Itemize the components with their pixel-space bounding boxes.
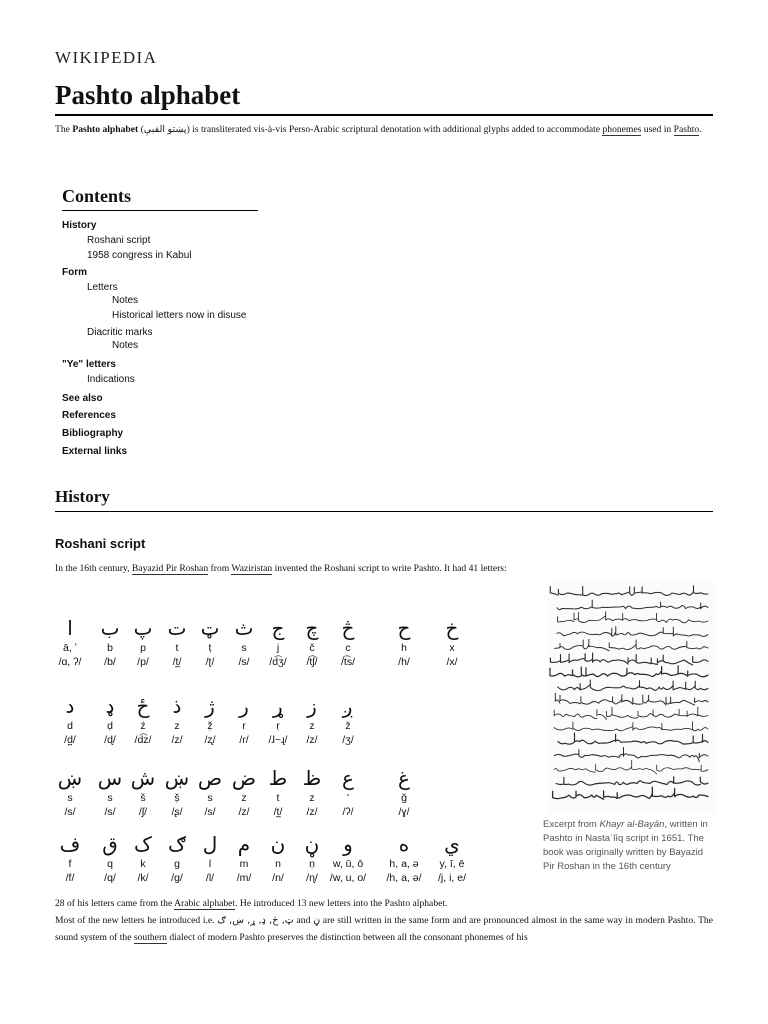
letter-transliteration: p bbox=[140, 642, 146, 654]
letter-glyph: ژ bbox=[205, 694, 215, 718]
letter-transliteration: m bbox=[239, 858, 249, 870]
toc-item[interactable]: 1958 congress in Kabul bbox=[87, 250, 192, 261]
letter-glyph: م bbox=[237, 832, 251, 856]
page-title: Pashto alphabet bbox=[55, 80, 241, 110]
letter-ipa: /t͡ʃ/ bbox=[306, 656, 318, 668]
new-letters-paragraph: Most of the new letters he introduced i.e. ټ, څ, ډ, ړ, ښ, ګ and ڼ are still written in the same form and are pronounced almost in the same way in modern Pashto. The sound system of the southern dialect of modern Pashto preserves the distinction between all the consonant phonemes of his bbox=[55, 915, 713, 943]
letter-glyph: ب bbox=[100, 616, 120, 640]
letter-glyph: ښ bbox=[57, 766, 83, 790]
letter-ipa: /l/ bbox=[205, 872, 215, 884]
toc-item[interactable]: Roshani script bbox=[87, 235, 151, 246]
letter-ipa: /k/ bbox=[137, 872, 149, 884]
toc-item[interactable]: Letters bbox=[87, 282, 118, 293]
letter-glyph: ه bbox=[398, 832, 410, 856]
letter-cell bbox=[50, 833, 90, 885]
letter-glyph: چ bbox=[305, 616, 319, 640]
letter-transliteration: t bbox=[276, 792, 280, 804]
letter-ipa: /ɺ~ɻ/ bbox=[268, 734, 288, 746]
letter-ipa: /z/ bbox=[238, 806, 250, 818]
letter-ipa: /p/ bbox=[137, 656, 149, 668]
link-pashto[interactable]: Pashto bbox=[673, 124, 700, 135]
toc-item[interactable]: Historical letters now in disuse bbox=[112, 310, 247, 321]
toc-item[interactable]: External links bbox=[62, 446, 128, 457]
letter-transliteration: z bbox=[309, 720, 315, 732]
letter-ipa: /ʈ/ bbox=[205, 656, 215, 668]
letter-cell bbox=[384, 617, 424, 669]
link-phonemes[interactable]: phonemes bbox=[602, 124, 642, 135]
letter-cell bbox=[292, 617, 332, 669]
letter-ipa: /n/ bbox=[272, 872, 284, 884]
letter-glyph: ظ bbox=[302, 766, 322, 790]
letter-glyph: ګ bbox=[168, 832, 186, 856]
letter-ipa: /s/ bbox=[238, 656, 250, 668]
letter-ipa: /f/ bbox=[65, 872, 75, 884]
letter-cell bbox=[328, 767, 368, 819]
link-bayazid-pir-roshan[interactable]: Bayazid Pir Roshan bbox=[131, 563, 209, 574]
table-of-contents bbox=[62, 186, 282, 457]
letter-transliteration: x bbox=[449, 642, 455, 654]
letter-transliteration: s bbox=[107, 792, 113, 804]
letter-ipa: /d̪/ bbox=[64, 734, 76, 746]
letter-cell bbox=[432, 617, 472, 669]
letter-transliteration: h, a, ə bbox=[389, 858, 419, 870]
roshani-paragraph: In the 16th century, Bayazid Pir Roshan from Waziristan invented the Roshani script to write Pashto. It had 41 letters: bbox=[55, 563, 507, 574]
letter-glyph: ڼ bbox=[304, 832, 320, 856]
letter-transliteration: s bbox=[207, 792, 213, 804]
letter-ipa: /ɣ/ bbox=[398, 806, 410, 818]
letter-glyph: ړ bbox=[273, 694, 283, 718]
toc-item[interactable]: Diacritic marks bbox=[87, 327, 153, 338]
letter-ipa: /ʒ/ bbox=[342, 734, 354, 746]
letter-glyph: ا bbox=[67, 616, 73, 640]
letter-glyph: ص bbox=[197, 766, 223, 790]
letter-glyph: خ bbox=[445, 616, 459, 640]
letter-glyph: ق bbox=[102, 832, 118, 856]
letter-glyph: ل bbox=[202, 832, 218, 856]
toc-item[interactable]: Bibliography bbox=[62, 428, 124, 439]
letter-transliteration: d bbox=[67, 720, 73, 732]
toc-item[interactable]: History bbox=[62, 220, 97, 231]
letter-glyph: س bbox=[97, 766, 123, 790]
letter-transliteration: š bbox=[140, 792, 146, 804]
section-heading-history: History bbox=[55, 487, 110, 506]
letter-glyph: ښ bbox=[164, 766, 190, 790]
letter-ipa: /ʐ/ bbox=[204, 734, 216, 746]
toc-item[interactable]: Notes bbox=[112, 295, 139, 306]
letter-glyph: ع bbox=[342, 766, 354, 790]
letter-ipa: /ɳ/ bbox=[306, 872, 318, 884]
letter-transliteration: ṛ bbox=[276, 720, 280, 732]
letter-transliteration: y, ī, ē bbox=[439, 858, 465, 870]
letter-glyph: ک bbox=[134, 832, 152, 856]
letter-ipa: /j, i, e/ bbox=[437, 872, 466, 884]
letter-transliteration: ž bbox=[345, 720, 351, 732]
letter-ipa: /w, u, o/ bbox=[329, 872, 367, 884]
section-divider bbox=[55, 511, 713, 512]
letter-ipa: /q/ bbox=[104, 872, 116, 884]
letter-transliteration: s bbox=[67, 792, 73, 804]
letter-glyph: ش bbox=[130, 766, 156, 790]
letter-ipa: /s/ bbox=[104, 806, 116, 818]
intro-bold-term: Pashto alphabet bbox=[72, 124, 139, 135]
letter-glyph: ت bbox=[167, 616, 187, 640]
letter-glyph: پ bbox=[133, 616, 153, 640]
letter-ipa: /m/ bbox=[236, 872, 252, 884]
toc-item[interactable]: Indications bbox=[87, 374, 135, 385]
letter-transliteration: b bbox=[107, 642, 113, 654]
letter-ipa: /b/ bbox=[104, 656, 116, 668]
intro-paragraph: The Pashto alphabet (پښتو الفبې) is transliterated vis-à-vis Perso-Arabic scriptural denotation with additional glyphs added to accommodate phonemes used in Pashto. bbox=[55, 124, 702, 135]
letter-glyph: ي bbox=[444, 832, 460, 856]
letter-ipa: /z/ bbox=[306, 734, 318, 746]
letter-cell bbox=[328, 617, 368, 669]
letter-cell bbox=[292, 833, 332, 885]
letter-transliteration: ẓ̌ bbox=[207, 720, 213, 732]
letter-transliteration: ź bbox=[140, 720, 146, 732]
new-letters-list: ټ, څ, ډ, ړ, ښ, ګ bbox=[217, 915, 294, 926]
letter-transliteration: l bbox=[208, 858, 212, 870]
letter-ipa: /s/ bbox=[64, 806, 76, 818]
wikipedia-wordmark[interactable]: WIKIPEDIA bbox=[55, 48, 158, 67]
letter-transliteration: q bbox=[107, 858, 113, 870]
letter-transliteration: z bbox=[309, 792, 315, 804]
letter-glyph: ط bbox=[268, 766, 288, 790]
letter-ipa: /s/ bbox=[204, 806, 216, 818]
letter-cell bbox=[328, 695, 368, 747]
letter-transliteration: ṭ bbox=[208, 642, 212, 654]
letter-glyph: ځ bbox=[136, 694, 150, 718]
letter-cell bbox=[432, 833, 472, 885]
letter-glyph: ج bbox=[271, 616, 285, 640]
letter-glyph: و bbox=[343, 832, 353, 856]
letter-ipa: /ɾ/ bbox=[239, 734, 249, 746]
letter-cell bbox=[50, 617, 90, 669]
manuscript-image[interactable] bbox=[548, 582, 716, 812]
toc-title: Contents bbox=[62, 186, 258, 211]
letter-ipa: /z/ bbox=[171, 734, 183, 746]
letter-glyph: ږ bbox=[342, 694, 354, 718]
letter-transliteration: k bbox=[140, 858, 146, 870]
letter-transliteration: ṣ̌ bbox=[174, 792, 180, 804]
letter-cell bbox=[328, 833, 368, 885]
letter-transliteration: f bbox=[68, 858, 72, 870]
subsection-heading-roshani-script: Roshani script bbox=[55, 536, 146, 551]
letter-transliteration: c bbox=[345, 642, 351, 654]
toc-item[interactable]: "Ye" letters bbox=[62, 359, 116, 370]
toc-item[interactable]: References bbox=[62, 410, 116, 421]
image-caption: Excerpt from Khayr al-Bayān, written in Pashto in Nastaʿlīq script in 1651. The book was originally written by Bayazid Pir Roshan in the 16th century bbox=[543, 819, 708, 872]
letter-glyph: غ bbox=[398, 766, 410, 790]
letter-glyph: ذ bbox=[172, 694, 182, 718]
title-divider bbox=[55, 114, 713, 116]
letter-transliteration: ā, ʼ bbox=[62, 642, 77, 654]
letter-transliteration: z bbox=[241, 792, 247, 804]
toc-item[interactable]: Form bbox=[62, 267, 87, 278]
letter-transliteration: ḍ bbox=[107, 720, 113, 732]
letter-cell bbox=[384, 767, 424, 819]
letter-transliteration: h bbox=[401, 642, 407, 654]
letter-transliteration: s bbox=[241, 642, 247, 654]
letter-glyph: ن bbox=[270, 832, 286, 856]
toc-item[interactable]: See also bbox=[62, 393, 103, 404]
letter-cell bbox=[50, 767, 90, 819]
letter-ipa: /d͡ʒ/ bbox=[269, 656, 287, 668]
letter-glyph: ز bbox=[307, 694, 317, 718]
letter-transliteration: j bbox=[276, 642, 280, 654]
letter-glyph: ث bbox=[234, 616, 254, 640]
letter-glyph: ح bbox=[397, 616, 411, 640]
letter-glyph: ډ bbox=[105, 694, 115, 718]
letter-glyph: څ bbox=[341, 616, 355, 640]
letter-ipa: /ʔ/ bbox=[342, 806, 354, 818]
letter-ipa: /t͡s/ bbox=[340, 656, 355, 668]
letter-glyph: د bbox=[65, 694, 75, 718]
letter-glyph: ر bbox=[239, 694, 249, 718]
letter-cell bbox=[50, 695, 90, 747]
letter-ipa: /ʂ/ bbox=[171, 806, 183, 818]
link-arabic-alphabet[interactable]: Arabic alphabet bbox=[174, 898, 236, 909]
letter-transliteration: ğ bbox=[401, 792, 407, 804]
letter-cell bbox=[292, 695, 332, 747]
letter-glyph: ټ bbox=[200, 616, 220, 640]
letter-glyph: ف bbox=[59, 832, 81, 856]
letter-ipa: /t̪/ bbox=[172, 656, 182, 668]
letter-ipa: /x/ bbox=[446, 656, 458, 668]
letter-transliteration: r bbox=[242, 720, 246, 732]
letter-ipa: /ɖ/ bbox=[104, 734, 116, 746]
letter-ipa: /ʃ/ bbox=[138, 806, 148, 818]
letter-transliteration: č bbox=[309, 642, 315, 654]
letter-ipa: /h, a, ə/ bbox=[386, 872, 422, 884]
letter-cell bbox=[292, 767, 332, 819]
letter-transliteration: n bbox=[275, 858, 281, 870]
letter-ipa: /t̪/ bbox=[273, 806, 283, 818]
letter-transliteration: z bbox=[174, 720, 180, 732]
letter-ipa: /g/ bbox=[171, 872, 183, 884]
link-waziristan[interactable]: Waziristan bbox=[231, 563, 273, 574]
letter-ipa: /ɑ, ʔ/ bbox=[58, 656, 82, 668]
letter-ipa: /h/ bbox=[398, 656, 410, 668]
letter-ipa: /d͡z/ bbox=[134, 734, 152, 746]
letter-ipa: /z/ bbox=[306, 806, 318, 818]
letter-transliteration: ṇ bbox=[309, 858, 315, 870]
link-southern[interactable]: southern bbox=[133, 932, 167, 943]
letter-cell bbox=[384, 833, 424, 885]
letter-transliteration: w, ū, ō bbox=[332, 858, 364, 870]
letter-transliteration: t bbox=[175, 642, 179, 654]
letter-glyph: ض bbox=[231, 766, 257, 790]
letter-transliteration: g bbox=[174, 858, 180, 870]
toc-item[interactable]: Notes bbox=[112, 340, 139, 351]
letters-origin-paragraph: 28 of his letters came from the Arabic alphabet. He introduced 13 new letters into the Pashto alphabet. bbox=[55, 898, 448, 909]
letter-transliteration: ʻ bbox=[346, 792, 350, 804]
